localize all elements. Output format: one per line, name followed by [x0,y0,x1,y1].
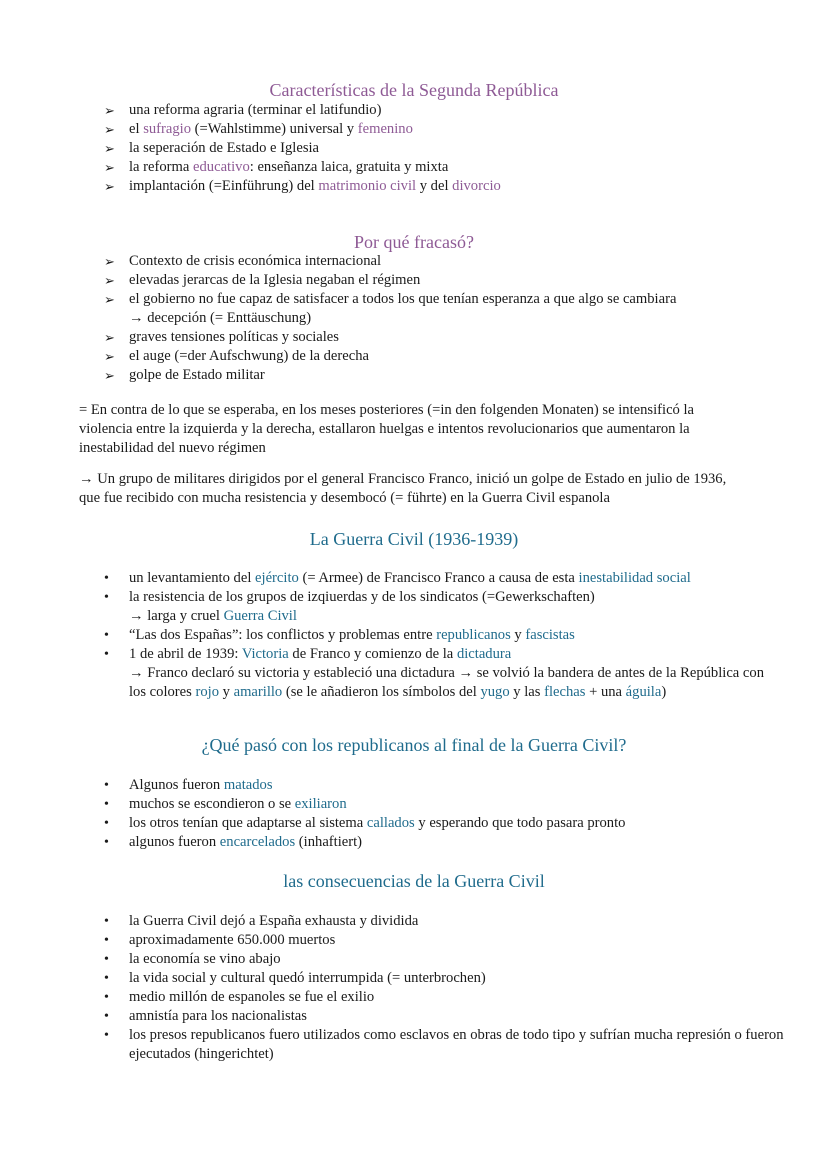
highlight-term: matados [223,777,273,793]
list-item: ➢ una reforma agraria (terminar el latifundio) [104,102,382,118]
list-item: • 1 de abril de 1939: Victoria de Franco y comienzo de la dictadura → Franco declaró su victoria y estableció una dictadura → se volvió la bandera de antes de la República con los colores rojo y amarillo (se le añadieron los símbolos del yugo y las flechas + una águila) [104,646,764,700]
arrow-bullet-icon: ➢ [104,349,115,364]
bullet-dot-icon: • [104,571,109,586]
list-consecuencias [104,912,784,1064]
list-item: • la resistencia de los grupos de izqiuerdas y de los sindicatos (=Gewerkschaften) → larga y cruel Guerra Civil [104,589,595,624]
bullet-dot-icon: • [104,971,109,986]
bullet-dot-icon: • [104,990,109,1005]
highlight-term: callados [366,815,415,831]
highlight-term: inestabilidad social [578,570,691,586]
list-item: ➢ el gobierno no fue capaz de satisfacer a todos los que tenían esperanza a que algo se cambiara → decepción (= Enttäuschung) [104,291,677,326]
paragraph-contra: = En contra de lo que se esperaba, en los meses posteriores (=in den folgenden Monaten) se intensificó la violencia entre la izquierda y la derecha, estallaron huelgas e intentos revolucionarios que aumentaron la inestabilidad del nuevo régimen [79,402,695,456]
arrow-bullet-icon: ➢ [104,122,115,137]
list-item: • medio millón de espanoles se fue el exilio [104,989,375,1005]
bullet-dot-icon: • [104,816,109,831]
heading-por-que-fracaso: Por qué fracasó? [354,232,474,252]
list-item: • muchos se escondieron o se exiliaron [104,796,347,812]
bullet-dot-icon: • [104,933,109,948]
heading-consecuencias: las consecuencias de la Guerra Civil [283,871,545,891]
highlight-term: matrimonio civil [318,178,417,194]
bullet-dot-icon: • [104,797,109,812]
highlight-term: flechas [544,684,586,700]
bullet-dot-icon: • [104,1028,109,1043]
highlight-term: divorcio [452,178,501,194]
bullet-dot-icon: • [104,1009,109,1024]
arrow-bullet-icon: ➢ [104,368,115,383]
arrow-bullet-icon: ➢ [104,179,115,194]
highlight-term: educativo [193,159,250,175]
list-item: • los presos republicanos fuero utilizados como esclavos en obras de todo tipo y sufrían mucha represión o fueron ejecutados (hingerichtet) [104,1027,784,1062]
list-item: ➢ golpe de Estado militar [104,367,265,383]
list-item: ➢ graves tensiones políticas y sociales [104,329,339,345]
list-caracteristicas [104,101,784,196]
list-item: • algunos fueron encarcelados (inhaftiert) [104,834,363,850]
arrow-bullet-icon: ➢ [104,141,115,156]
highlight-term: femenino [357,121,413,137]
bullet-dot-icon: • [104,778,109,793]
bullet-dot-icon: • [104,590,109,605]
list-item: ➢ la seperación de Estado e Iglesia [104,140,320,156]
highlight-term: encarcelados [219,834,296,850]
list-item: • los otros tenían que adaptarse al sistema callados y esperando que todo pasara pronto [104,815,626,831]
list-item: ➢ el sufragio (=Wahlstimme) universal y femenino [104,121,413,137]
bullet-dot-icon: • [104,952,109,967]
list-item: ➢ Contexto de crisis económica internacional [104,253,382,269]
list-item: ➢ el auge (=der Aufschwung) de la derecha [104,348,369,364]
heading-republicanos: ¿Qué pasó con los republicanos al final de la Guerra Civil? [201,735,627,755]
highlight-term: exiliaron [294,796,347,812]
list-item: ➢ la reforma educativo: enseñanza laica, gratuita y mixta [104,159,449,175]
highlight-term: Victoria [241,646,289,662]
arrow-bullet-icon: ➢ [104,273,115,288]
list-item: • la vida social y cultural quedó interrumpida (= unterbrochen) [104,970,486,986]
arrow-bullet-icon: ➢ [104,160,115,175]
bullet-dot-icon: • [104,647,109,662]
list-item: • la Guerra Civil dejó a España exhausta y dividida [104,913,419,929]
highlight-term: fascistas [525,627,575,643]
highlight-term: yugo [480,684,510,700]
list-republicanos [104,776,784,852]
list-item: • “Las dos Españas”: los conflictos y problemas entre republicanos y fascistas [104,627,575,643]
list-fracaso [104,252,784,385]
arrow-bullet-icon: ➢ [104,292,115,307]
highlight-term: dictadura [456,646,512,662]
list-item: • la economía se vino abajo [104,951,281,967]
heading-guerra-civil: La Guerra Civil (1936-1939) [309,529,519,549]
list-item: ➢ implantación (=Einführung) del matrimonio civil y del divorcio [104,178,501,194]
list-item: ➢ elevadas jerarcas de la Iglesia negaban el régimen [104,272,421,288]
highlight-term: republicanos [436,627,511,643]
bullet-dot-icon: • [104,835,109,850]
list-item: • Algunos fueron matados [104,777,273,793]
highlight-term: sufragio [143,121,192,137]
highlight-term: águila [625,684,662,700]
heading-segunda-republica: Características de la Segunda República [269,80,559,100]
list-item: • aproximadamente 650.000 muertos [104,932,336,948]
arrow-bullet-icon: ➢ [104,103,115,118]
highlight-term: ejército [255,570,299,586]
arrow-bullet-icon: ➢ [104,330,115,345]
highlight-term: amarillo [233,684,283,700]
paragraph-golpe: → Un grupo de militares dirigidos por el general Francisco Franco, inició un golpe de Estado en julio de 1936, que fue recibido con mucha resistencia y desembocó (= führte) en la Guerra Civil espanola [79,471,727,506]
list-item: • un levantamiento del ejército (= Armee) de Francisco Franco a causa de esta inestabilidad social [104,570,691,586]
bullet-dot-icon: • [104,914,109,929]
bullet-dot-icon: • [104,628,109,643]
list-guerra-civil [104,569,784,702]
arrow-bullet-icon: ➢ [104,254,115,269]
highlight-term: rojo [195,684,219,700]
list-item: • amnistía para los nacionalistas [104,1008,307,1024]
highlight-term: Guerra Civil [223,608,297,624]
